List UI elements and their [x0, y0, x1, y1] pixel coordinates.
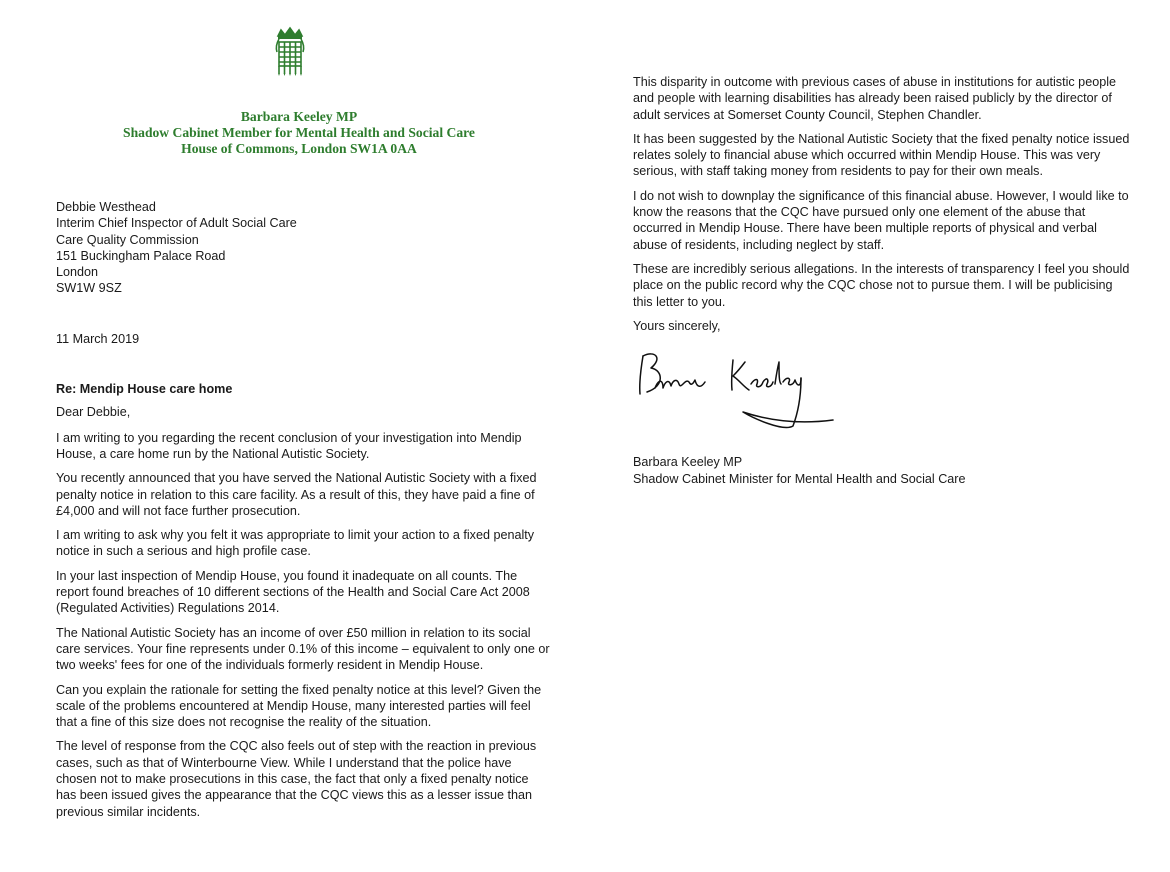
recipient-title: Interim Chief Inspector of Adult Social Care: [56, 216, 297, 231]
letterhead: [82, 109, 516, 157]
recipient-postcode: SW1W 9SZ: [56, 281, 122, 296]
handwritten-signature: [633, 348, 843, 444]
letterhead-name: Barbara Keeley MP: [240, 109, 358, 124]
letter-date: 11 March 2019: [56, 331, 140, 346]
body-paragraph: This disparity in outcome with previous cases of abuse in institutions for autistic people and people with learning disabilities has already been raised publicly by the director of adult services at Somerset County Council, Stephen Chandler.: [633, 75, 1117, 122]
recipient-city: London: [56, 265, 99, 280]
body-paragraph: You recently announced that you have served the National Autistic Society with a fixed penalty notice in relation to this care facility. As a result of this, they have paid a fine of £4,000 and will not face further prosecution.: [56, 471, 537, 518]
letterhead-role: Shadow Cabinet Member for Mental Health and Social Care: [123, 125, 475, 140]
recipient-organisation: Care Quality Commission: [56, 232, 199, 247]
recipient-street: 151 Buckingham Palace Road: [56, 248, 226, 263]
body-paragraph: These are incredibly serious allegations. In the interests of transparency I feel you should place on the public record why the CQC chose not to pursue them. I will be publicising this letter to you.: [633, 261, 1130, 309]
salutation: Dear Debbie,: [56, 405, 131, 420]
closing: Yours sincerely,: [633, 318, 721, 333]
body-paragraph: It has been suggested by the National Autistic Society that the fixed penalty notice issued relates solely to financial abuse which occurred within Mendip House. This was very serious, with staff taking money from residents to pay for their own meals.: [633, 131, 1130, 179]
letter-subject: Re: Mendip House care home: [56, 382, 233, 397]
body-paragraph: I do not wish to downplay the significance of this financial abuse. However, I would like to know the reasons that the CQC have pursued only one element of the abuse that occurred in Mendip House. There have been multiple reports of physical and verbal abuse of residents, including neglect by staff.: [633, 188, 1129, 252]
body-paragraph: In your last inspection of Mendip House, you found it inadequate on all counts. The report found breaches of 10 different sections of the Health and Social Care Act 2008 (Regulated Activities) Regulations 2014.: [56, 568, 530, 616]
recipient-name: Debbie Westhead: [56, 200, 156, 214]
body-paragraph: I am writing to ask why you felt it was appropriate to limit your action to a fixed penalty notice in such a serious and high profile case.: [56, 528, 535, 559]
portcullis-crest-icon: [272, 26, 308, 78]
left-column: [56, 199, 552, 828]
body-paragraph: Can you explain the rationale for setting the fixed penalty notice at this level? Given the scale of the problems encountered at Mendip House, many interested parties will feel that a fine of this size does not recognise the reality of the situation.: [56, 682, 542, 730]
letterhead-address: House of Commons, London SW1A 0AA: [181, 141, 417, 156]
signatory-title: Shadow Cabinet Minister for Mental Health and Social Care: [633, 471, 966, 486]
body-paragraph: The National Autistic Society has an income of over £50 million in relation to its social care services. Your fine represents under 0.1% of this income – equivalent to only one or two weeks' fees for one of the individuals formerly resident in Mendip House.: [56, 625, 550, 673]
right-column: [633, 74, 1133, 487]
body-paragraph: I am writing to you regarding the recent conclusion of your investigation into Mendip House, a care home run by the National Autistic Society.: [56, 430, 522, 461]
signatory-name: Barbara Keeley MP: [633, 455, 743, 470]
recipient-address: [56, 199, 552, 297]
signoff-block: [633, 454, 1133, 487]
body-paragraph: The level of response from the CQC also feels out of step with the reaction in previous cases, such as that of Winterbourne View. While I understand that the police have chosen not to make prosecutions in this case, the fact that only a fixed penalty notice has been issued gives the appearance that the CQC views this as a lesser issue than previous similar incidents.: [56, 739, 537, 819]
